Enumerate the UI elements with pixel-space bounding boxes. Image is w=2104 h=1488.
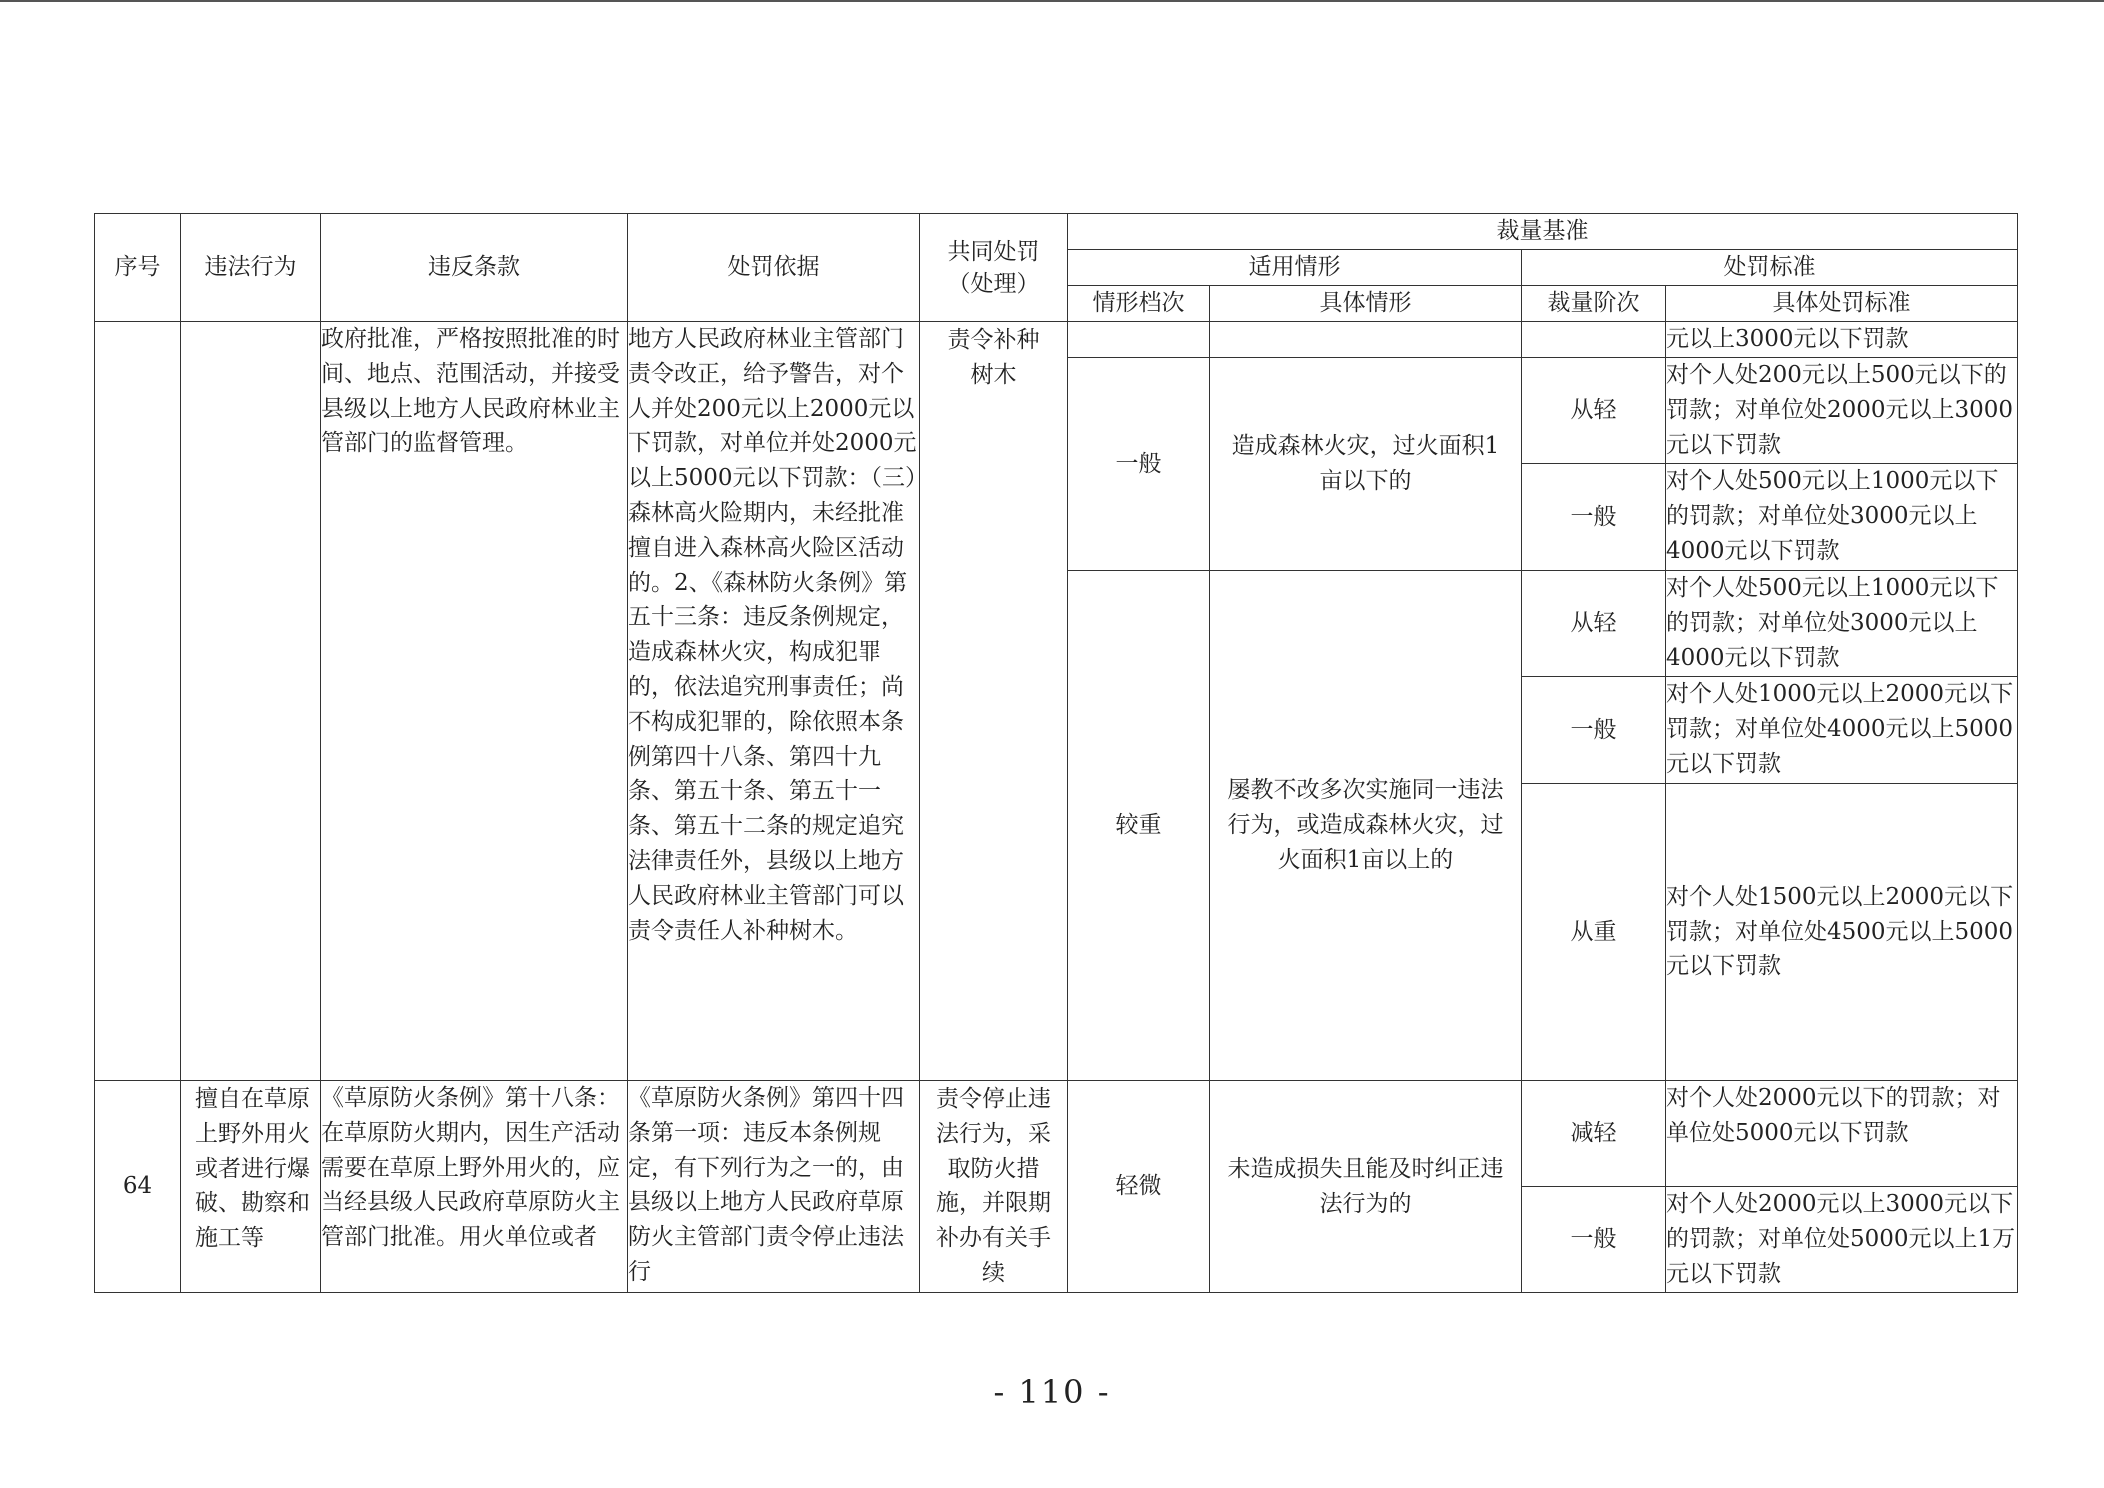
common-penalty-cell: 责令停止违法行为，采取防火措施，并限期补办有关手续 xyxy=(920,1081,1068,1293)
header-penalty-standard: 处罚标准 xyxy=(1522,250,2018,286)
penalty-standard-cell: 对个人处2000元以下的罚款；对单位处5000元以下罚款 xyxy=(1666,1081,2018,1187)
discretion-standard-table xyxy=(94,213,2018,1293)
header-seq: 序号 xyxy=(95,214,181,322)
discretion-level-cell: 从轻 xyxy=(1522,358,1666,464)
violated-clause-cell: 政府批准，严格按照批准的时间、地点、范围活动，并接受县级以上地方人民政府林业主管部门的监督管理。 xyxy=(321,322,628,1081)
header-specific-penalty-standard: 具体处罚标准 xyxy=(1666,286,2018,322)
header-specific-situation: 具体情形 xyxy=(1210,286,1522,322)
discretion-level-cell: 一般 xyxy=(1522,464,1666,571)
penalty-standard-cell: 元以上3000元以下罚款 xyxy=(1666,322,2018,358)
penalty-standard-cell: 对个人处1500元以上2000元以下罚款；对单位处4500元以上5000元以下罚款 xyxy=(1666,784,2018,1081)
penalty-standard-cell: 对个人处500元以上1000元以下的罚款；对单位处3000元以上4000元以下罚款 xyxy=(1666,571,2018,677)
penalty-standard-cell: 对个人处500元以上1000元以下的罚款；对单位处3000元以上4000元以下罚款 xyxy=(1666,464,2018,571)
situation-level-cell: 一般 xyxy=(1068,358,1210,571)
penalty-basis-cell: 地方人民政府林业主管部门责令改正，给予警告，对个人并处200元以上2000元以下罚款，对单位并处2000元以上5000元以下罚款：（三）森林高火险期内，未经批准擅自进入森林高火险区活动的。2、《森林防火条例》第五十三条：违反条例规定，造成森林火灾，构成犯罪的，依法追究刑事责任；尚不构成犯罪的，除依照本条例第四十八条、第四十九条、第五十条、第五十一条、第五十二条的规定追究法律责任外，县级以上地方人民政府林业主管部门可以责令责任人补种树木。 xyxy=(628,322,920,1081)
situation-level-cell xyxy=(1068,322,1210,358)
discretion-level-cell: 从重 xyxy=(1522,784,1666,1081)
behavior-cell xyxy=(181,322,321,1081)
seq-cell: 64 xyxy=(95,1081,181,1293)
header-penalty-basis: 处罚依据 xyxy=(628,214,920,322)
table-row xyxy=(95,322,2018,358)
discretion-level-cell: 减轻 xyxy=(1522,1081,1666,1187)
penalty-basis-cell: 《草原防火条例》第四十四条第一项：违反本条例规定，有下列行为之一的，由县级以上地方人民政府草原防火主管部门责令停止违法行 xyxy=(628,1081,920,1293)
header-behavior: 违法行为 xyxy=(181,214,321,322)
page-number: - 110 - xyxy=(993,1373,1111,1411)
violated-clause-cell: 《草原防火条例》第十八条：在草原防火期内，因生产活动需要在草原上野外用火的，应当经县级人民政府草原防火主管部门批准。用火单位或者 xyxy=(321,1081,628,1293)
penalty-standard-cell: 对个人处2000元以上3000元以下的罚款；对单位处5000元以上1万元以下罚款 xyxy=(1666,1187,2018,1293)
header-applicable-situation: 适用情形 xyxy=(1068,250,1522,286)
behavior-cell: 擅自在草原上野外用火或者进行爆破、勘察和施工等 xyxy=(181,1081,321,1293)
header-violated-clause: 违反条款 xyxy=(321,214,628,322)
situation-level-cell: 轻微 xyxy=(1068,1081,1210,1293)
discretion-level-cell: 一般 xyxy=(1522,1187,1666,1293)
header-discretion-level: 裁量阶次 xyxy=(1522,286,1666,322)
discretion-level-cell: 一般 xyxy=(1522,677,1666,784)
specific-situation-cell: 屡教不改多次实施同一违法行为，或造成森林火灾，过火面积1亩以上的 xyxy=(1210,571,1522,1081)
situation-level-cell: 较重 xyxy=(1068,571,1210,1081)
header-situation-level: 情形档次 xyxy=(1068,286,1210,322)
header-discretion-standard: 裁量基准 xyxy=(1068,214,2018,250)
table-row xyxy=(95,1081,2018,1187)
penalty-standard-cell: 对个人处1000元以上2000元以下罚款；对单位处4000元以上5000元以下罚款 xyxy=(1666,677,2018,784)
top-border-line xyxy=(0,0,2104,2)
header-common-penalty: 共同处罚（处理） xyxy=(920,214,1068,322)
penalty-standard-cell: 对个人处200元以上500元以下的罚款；对单位处2000元以上3000元以下罚款 xyxy=(1666,358,2018,464)
specific-situation-cell: 未造成损失且能及时纠正违法行为的 xyxy=(1210,1081,1522,1293)
discretion-level-cell: 从轻 xyxy=(1522,571,1666,677)
specific-situation-cell: 造成森林火灾，过火面积1亩以下的 xyxy=(1210,358,1522,571)
common-penalty-cell: 责令补种树木 xyxy=(920,322,1068,1081)
specific-situation-cell xyxy=(1210,322,1522,358)
seq-cell xyxy=(95,322,181,1081)
discretion-level-cell xyxy=(1522,322,1666,358)
header-row-1 xyxy=(95,214,2018,250)
